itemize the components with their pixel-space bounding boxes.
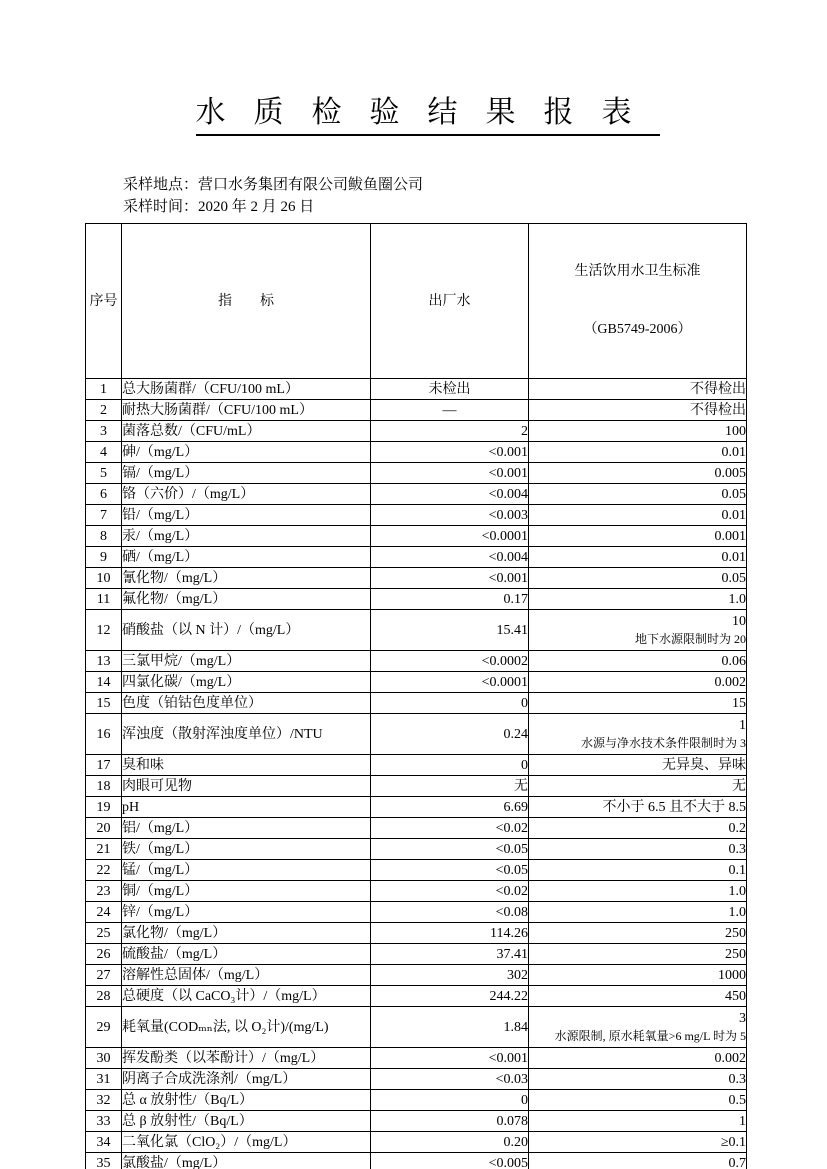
table-row (86, 986, 747, 1007)
col-header-standard-line2: （GB5749-2006） (583, 322, 692, 337)
standard-value: 0.3 (728, 841, 746, 857)
row-number-cell: 34 (86, 1132, 122, 1153)
standard-value: 0.05 (721, 486, 746, 502)
table-row (86, 589, 747, 610)
indicator-cell: 锰/（mg/L） (122, 860, 371, 881)
table-row (86, 714, 747, 755)
standard-cell (529, 1111, 747, 1132)
standard-cell (529, 505, 747, 526)
row-number-cell: 32 (86, 1090, 122, 1111)
standard-value: 不得检出 (690, 381, 746, 397)
indicator-cell: 硝酸盐（以 N 计）/（mg/L） (122, 610, 371, 651)
indicator-cell: 四氯化碳/（mg/L） (122, 672, 371, 693)
row-number-cell: 7 (86, 505, 122, 526)
standard-cell (529, 568, 747, 589)
standard-value: 0.001 (714, 528, 746, 544)
standard-cell (529, 1007, 747, 1048)
table-row (86, 547, 747, 568)
factory-water-cell: <0.0001 (371, 526, 529, 547)
table-row (86, 818, 747, 839)
row-number-cell: 25 (86, 923, 122, 944)
sampling-time: 采样时间：2020 年 2 月 26 日 (123, 199, 315, 215)
standard-value: 1 (739, 1113, 746, 1129)
standard-value: 100 (725, 423, 746, 439)
table-row (86, 797, 747, 818)
row-number-cell: 5 (86, 463, 122, 484)
table-row (86, 526, 747, 547)
row-number-cell: 10 (86, 568, 122, 589)
col-header-no: 序号 (86, 224, 122, 379)
table-row (86, 693, 747, 714)
factory-water-cell: — (371, 400, 529, 421)
table-row (86, 400, 747, 421)
table-row (86, 1069, 747, 1090)
indicator-cell: 总大肠菌群/（CFU/100 mL） (122, 379, 371, 400)
row-number-cell: 18 (86, 776, 122, 797)
row-number-cell: 4 (86, 442, 122, 463)
row-number-cell: 35 (86, 1153, 122, 1169)
standard-value: 0.005 (714, 465, 746, 481)
indicator-cell: 浑浊度（散射浑浊度单位）/NTU (122, 714, 371, 755)
standard-value: 1000 (718, 967, 746, 983)
factory-water-cell: 0 (371, 693, 529, 714)
standard-cell (529, 400, 747, 421)
standard-cell (529, 672, 747, 693)
table-row (86, 776, 747, 797)
table-row (86, 881, 747, 902)
row-number-cell: 11 (86, 589, 122, 610)
factory-water-cell: 0.078 (371, 1111, 529, 1132)
standard-value: 0.1 (728, 862, 746, 878)
standard-cell (529, 1048, 747, 1069)
standard-cell (529, 1069, 747, 1090)
row-number-cell: 33 (86, 1111, 122, 1132)
row-number-cell: 14 (86, 672, 122, 693)
table-row (86, 1111, 747, 1132)
factory-water-cell: <0.001 (371, 442, 529, 463)
standard-value: 0.01 (721, 549, 746, 565)
results-table-body (86, 379, 747, 1169)
standard-value: 0.06 (721, 653, 746, 669)
standard-value: 450 (725, 988, 746, 1004)
standard-value: 250 (725, 946, 746, 962)
table-row (86, 1132, 747, 1153)
standard-cell (529, 442, 747, 463)
standard-cell (529, 965, 747, 986)
standard-value: 无 (732, 778, 746, 794)
factory-water-cell: 0 (371, 755, 529, 776)
col-header-standard-line1: 生活饮用水卫生标准 (574, 264, 701, 279)
factory-water-cell: <0.08 (371, 902, 529, 923)
indicator-cell: 肉眼可见物 (122, 776, 371, 797)
row-number-cell: 29 (86, 1007, 122, 1048)
indicator-cell: 三氯甲烷/（mg/L） (122, 651, 371, 672)
table-row (86, 1090, 747, 1111)
standard-value: 不得检出 (690, 402, 746, 418)
standard-cell (529, 714, 747, 755)
standard-value: 0.002 (714, 1050, 746, 1066)
factory-water-cell: <0.001 (371, 1048, 529, 1069)
row-number-cell: 9 (86, 547, 122, 568)
standard-value: 0.5 (728, 1092, 746, 1108)
indicator-cell: pH (122, 797, 371, 818)
row-number-cell: 30 (86, 1048, 122, 1069)
indicator-cell: 臭和味 (122, 755, 371, 776)
standard-cell (529, 797, 747, 818)
indicator-cell: 耗氧量(CODₘₙ法, 以 O₂计)/(mg/L) (122, 1007, 371, 1048)
standard-cell (529, 902, 747, 923)
standard-cell (529, 818, 747, 839)
standard-cell (529, 421, 747, 442)
factory-water-cell: 302 (371, 965, 529, 986)
row-number-cell: 13 (86, 651, 122, 672)
table-row (86, 672, 747, 693)
standard-value: 0.7 (728, 1155, 746, 1169)
standard-cell (529, 923, 747, 944)
factory-water-cell: <0.05 (371, 839, 529, 860)
row-number-cell: 19 (86, 797, 122, 818)
indicator-cell: 锌/（mg/L） (122, 902, 371, 923)
table-row (86, 421, 747, 442)
indicator-cell: 总硬度（以 CaCO₃计）/（mg/L） (122, 986, 371, 1007)
row-number-cell: 12 (86, 610, 122, 651)
factory-water-cell: 1.84 (371, 1007, 529, 1048)
factory-water-cell: 0.20 (371, 1132, 529, 1153)
row-number-cell: 28 (86, 986, 122, 1007)
indicator-cell: 挥发酚类（以苯酚计）/（mg/L） (122, 1048, 371, 1069)
standard-value: 1.0 (728, 883, 746, 899)
factory-water-cell: <0.004 (371, 547, 529, 568)
factory-water-cell: <0.03 (371, 1069, 529, 1090)
standard-cell (529, 547, 747, 568)
indicator-cell: 铜/（mg/L） (122, 881, 371, 902)
indicator-cell: 总 α 放射性/（Bq/L） (122, 1090, 371, 1111)
factory-water-cell: 0.17 (371, 589, 529, 610)
table-row (86, 839, 747, 860)
factory-water-cell: 0 (371, 1090, 529, 1111)
indicator-cell: 总 β 放射性/（Bq/L） (122, 1111, 371, 1132)
indicator-cell: 铅/（mg/L） (122, 505, 371, 526)
factory-water-cell: 无 (371, 776, 529, 797)
standard-value: 0.2 (728, 820, 746, 836)
standard-value: 1.0 (728, 904, 746, 920)
row-number-cell: 22 (86, 860, 122, 881)
table-row (86, 860, 747, 881)
standard-cell (529, 651, 747, 672)
row-number-cell: 21 (86, 839, 122, 860)
indicator-cell: 氟化物/（mg/L） (122, 589, 371, 610)
standard-cell (529, 881, 747, 902)
factory-water-cell: 15.41 (371, 610, 529, 651)
factory-water-cell: <0.004 (371, 484, 529, 505)
standard-value: 不小于 6.5 且不大于 8.5 (602, 799, 746, 815)
row-number-cell: 24 (86, 902, 122, 923)
standard-cell (529, 860, 747, 881)
indicator-cell: 硒/（mg/L） (122, 547, 371, 568)
col-header-indicator: 指 标 (122, 224, 371, 379)
standard-cell (529, 610, 747, 651)
indicator-cell: 氯化物/（mg/L） (122, 923, 371, 944)
standard-cell (529, 755, 747, 776)
row-number-cell: 17 (86, 755, 122, 776)
indicator-cell: 色度（铂钴色度单位） (122, 693, 371, 714)
row-number-cell: 1 (86, 379, 122, 400)
indicator-cell: 铁/（mg/L） (122, 839, 371, 860)
factory-water-cell: <0.005 (371, 1153, 529, 1169)
row-number-cell: 2 (86, 400, 122, 421)
results-table-header (86, 224, 747, 379)
table-row (86, 484, 747, 505)
standard-cell (529, 693, 747, 714)
table-row (86, 463, 747, 484)
indicator-cell: 砷/（mg/L） (122, 442, 371, 463)
standard-value: 无异臭、异味 (662, 757, 746, 773)
standard-value: 1.0 (728, 591, 746, 607)
standard-note: 水源与净水技术条件限制时为 3 (580, 736, 746, 750)
standard-note: 水源限制, 原水耗氧量>6 mg/L 时为 5 (554, 1029, 746, 1043)
standard-value: 15 (732, 695, 746, 711)
table-row (86, 1153, 747, 1169)
factory-water-cell: <0.05 (371, 860, 529, 881)
standard-value: 250 (725, 925, 746, 941)
table-row (86, 944, 747, 965)
factory-water-cell: <0.02 (371, 818, 529, 839)
table-row (86, 379, 747, 400)
table-row (86, 442, 747, 463)
factory-water-cell: <0.001 (371, 568, 529, 589)
indicator-cell: 氰化物/（mg/L） (122, 568, 371, 589)
row-number-cell: 27 (86, 965, 122, 986)
page-title: 水质检验结果报表 (196, 95, 660, 136)
factory-water-cell: 114.26 (371, 923, 529, 944)
indicator-cell: 溶解性总固体/（mg/L） (122, 965, 371, 986)
table-row (86, 755, 747, 776)
standard-cell (529, 944, 747, 965)
standard-cell (529, 589, 747, 610)
col-header-factory-water: 出厂水 (371, 224, 529, 379)
factory-water-cell: 37.41 (371, 944, 529, 965)
row-number-cell: 16 (86, 714, 122, 755)
factory-water-cell: <0.0001 (371, 672, 529, 693)
factory-water-cell: 2 (371, 421, 529, 442)
factory-water-cell: <0.02 (371, 881, 529, 902)
row-number-cell: 26 (86, 944, 122, 965)
indicator-cell: 镉/（mg/L） (122, 463, 371, 484)
standard-cell (529, 1090, 747, 1111)
table-row (86, 923, 747, 944)
standard-value: ≥0.1 (720, 1134, 746, 1150)
indicator-cell: 耐热大肠菌群/（CFU/100 mL） (122, 400, 371, 421)
standard-cell (529, 526, 747, 547)
standard-value: 0.3 (728, 1071, 746, 1087)
row-number-cell: 8 (86, 526, 122, 547)
standard-cell (529, 463, 747, 484)
col-header-standard (529, 224, 747, 379)
table-row (86, 651, 747, 672)
indicator-cell: 菌落总数/（CFU/mL） (122, 421, 371, 442)
indicator-cell: 阴离子合成洗涤剂/（mg/L） (122, 1069, 371, 1090)
results-table (85, 223, 747, 1169)
factory-water-cell: <0.001 (371, 463, 529, 484)
header-row (86, 224, 747, 379)
indicator-cell: 铝/（mg/L） (122, 818, 371, 839)
standard-cell (529, 1153, 747, 1169)
indicator-cell: 铬（六价）/（mg/L） (122, 484, 371, 505)
standard-cell (529, 379, 747, 400)
sampling-info (123, 174, 827, 218)
table-row (86, 1007, 747, 1048)
table-row (86, 610, 747, 651)
standard-note: 地下水源限制时为 20 (634, 632, 746, 646)
table-row (86, 568, 747, 589)
factory-water-cell: 未检出 (371, 379, 529, 400)
factory-water-cell: <0.003 (371, 505, 529, 526)
table-row (86, 902, 747, 923)
indicator-cell: 氯酸盐/（mg/L） (122, 1153, 371, 1169)
indicator-cell: 硫酸盐/（mg/L） (122, 944, 371, 965)
row-number-cell: 31 (86, 1069, 122, 1090)
standard-cell (529, 839, 747, 860)
standard-cell (529, 776, 747, 797)
standard-cell (529, 1132, 747, 1153)
row-number-cell: 6 (86, 484, 122, 505)
factory-water-cell: 244.22 (371, 986, 529, 1007)
row-number-cell: 15 (86, 693, 122, 714)
factory-water-cell: 0.24 (371, 714, 529, 755)
sampling-location: 采样地点：营口水务集团有限公司鲅鱼圈公司 (123, 177, 424, 193)
standard-value: 0.01 (721, 444, 746, 460)
factory-water-cell: <0.0002 (371, 651, 529, 672)
row-number-cell: 23 (86, 881, 122, 902)
standard-cell (529, 484, 747, 505)
standard-value: 0.05 (721, 570, 746, 586)
standard-value: 10 (732, 614, 746, 629)
indicator-cell: 二氧化氯（ClO₂）/（mg/L） (122, 1132, 371, 1153)
table-row (86, 505, 747, 526)
row-number-cell: 3 (86, 421, 122, 442)
standard-value: 3 (739, 1011, 746, 1026)
standard-value: 1 (739, 718, 746, 733)
factory-water-cell: 6.69 (371, 797, 529, 818)
standard-value: 0.01 (721, 507, 746, 523)
title-area (0, 0, 827, 136)
row-number-cell: 20 (86, 818, 122, 839)
indicator-cell: 汞/（mg/L） (122, 526, 371, 547)
table-row (86, 965, 747, 986)
table-row (86, 1048, 747, 1069)
standard-value: 0.002 (714, 674, 746, 690)
standard-cell (529, 986, 747, 1007)
